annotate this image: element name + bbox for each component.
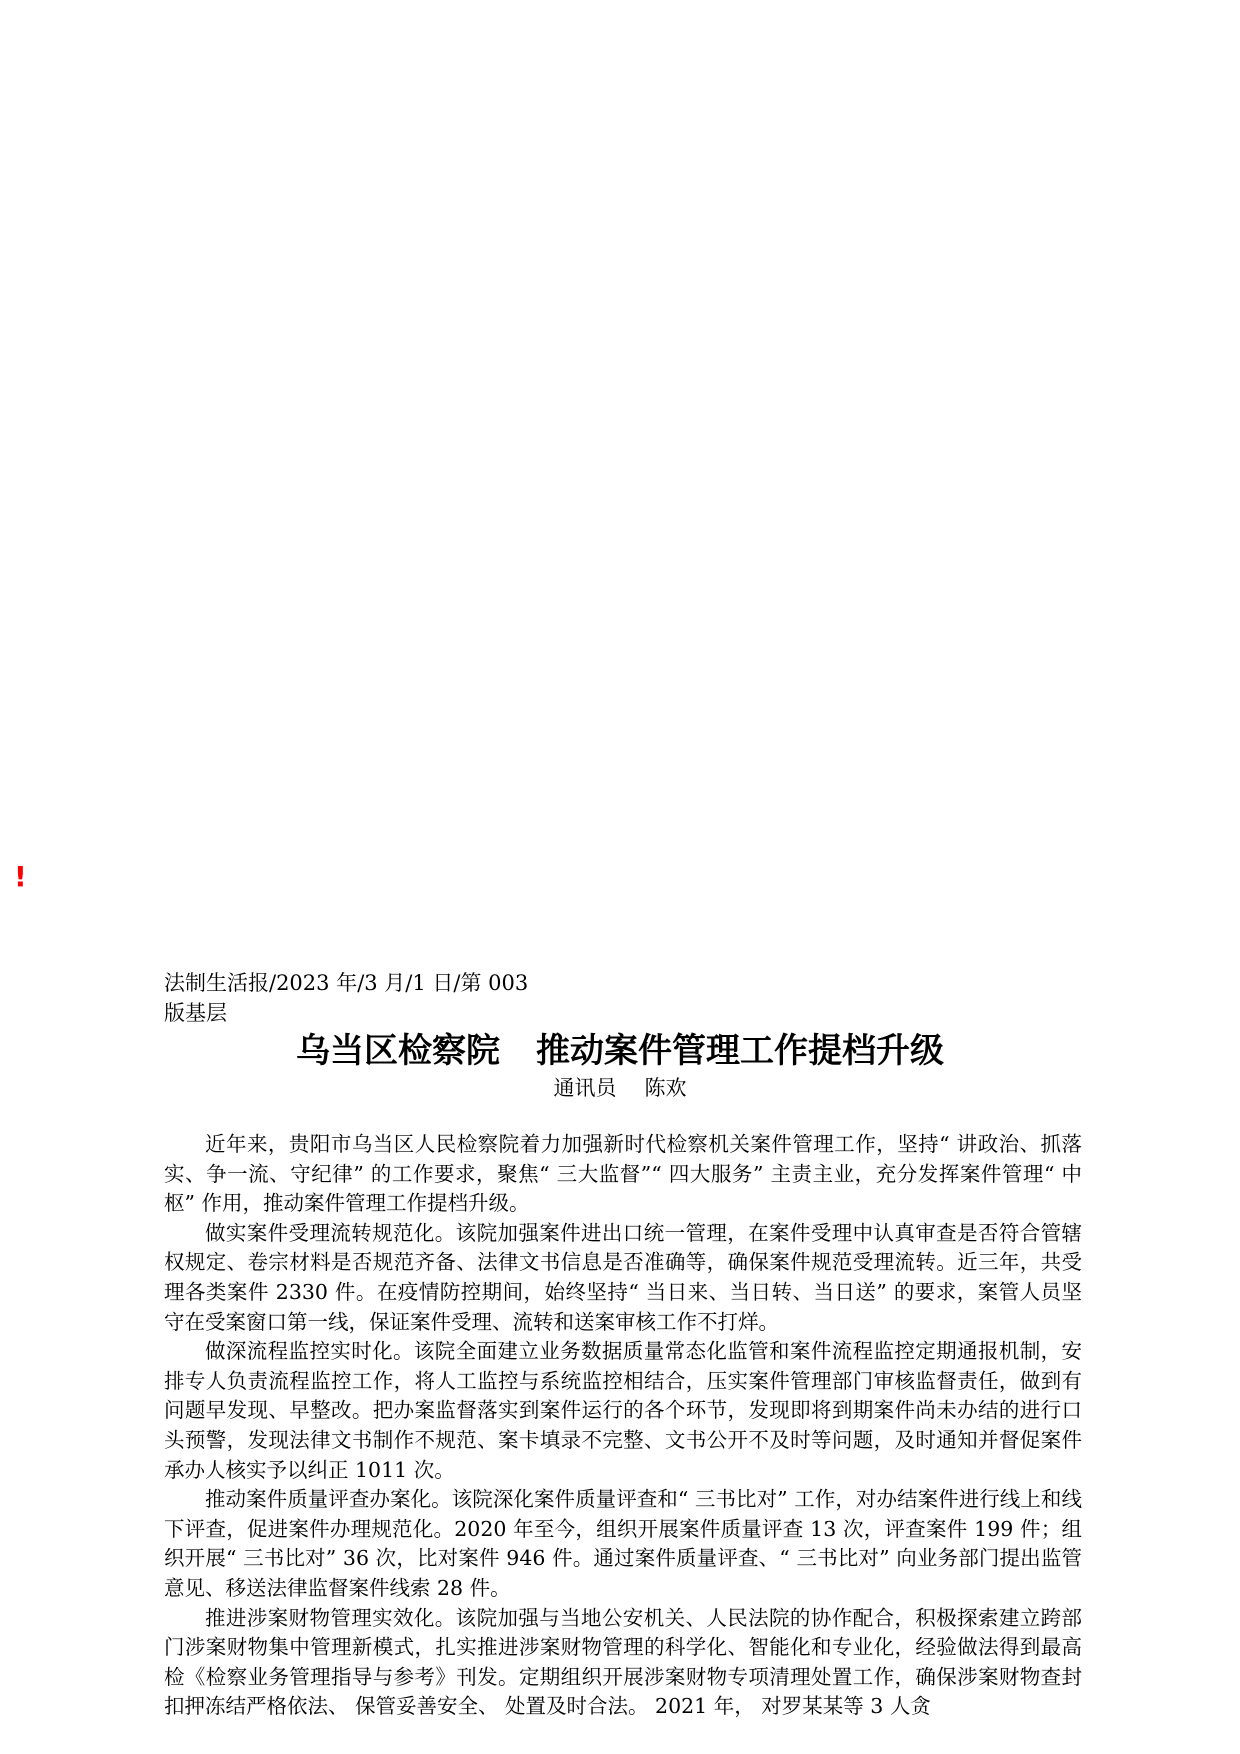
paragraph: 近年来，贵阳市乌当区人民检察院着力加强新时代检察机关案件管理工作，坚持“ 讲政治、抓落实、争一流、守纪律” 的工作要求，聚焦“ 三大监督”“ 四大服务” 主责主业，充分发挥案件管理“ 中枢” 作用，推动案件管理工作提档升级。 (164, 1132, 1082, 1216)
paragraph: 做实案件受理流转规范化。该院加强案件进出口统一管理，在案件受理中认真审查是否符合管辖权规定、卷宗材料是否规范齐备、法律文书信息是否准确等，确保案件规范受理流转。近三年，共受理各类案件 2330 件。在疫情防控期间，始终坚持“ 当日来、当日转、当日送” 的要求，案管人员坚守在受案窗口第一线，保证案件受理、流转和送案审核工作不打烊。 (164, 1220, 1082, 1334)
byline (0, 1073, 1240, 1103)
warning-mark: ! (14, 860, 27, 893)
article-title (0, 1027, 1240, 1075)
article-title-part1: 乌当区检察院 (296, 1031, 500, 1071)
byline-role: 通讯员 (553, 1076, 617, 1100)
byline-name: 陈欢 (644, 1076, 687, 1100)
paragraph: 推进涉案财物管理实效化。该院加强与当地公安机关、人民法院的协作配合，积极探索建立跨部门涉案财物集中管理新模式，扎实推进涉案财物管理的科学化、智能化和专业化，经验做法得到最高检《检察业务管理指导与参考》刊发。定期组织开展涉案财物专项清理处置工作，确保涉案财物查封扣押冻结严格依法、 保管妥善安全、 处置及时合法。 2021 年， 对罗某某等 3 人贪 (164, 1605, 1082, 1719)
paragraph: 推动案件质量评查办案化。该院深化案件质量评查和“ 三书比对” 工作，对办结案件进行线上和线下评查，促进案件办理规范化。2020 年至今，组织开展案件质量评查 13 次，评查案件 199 件；组织开展“ 三书比对” 36 次，比对案件 946 件。通过案件质量评查、“ 三书比对” 向业务部门提出监管意见、移送法律监督案件线索 28 件。 (164, 1487, 1082, 1600)
paragraph: 做深流程监控实时化。该院全面建立业务数据质量常态化监管和案件流程监控定期通报机制，安排专人负责流程监控工作，将人工监控与系统监控相结合，压实案件管理部门审核监督责任，做到有问题早发现、早整改。把办案监督落实到案件运行的各个环节，发现即将到期案件尚未办结的进行口头预警，发现法律文书制作不规范、案卡填录不完整、文书公开不及时等问题，及时通知并督促案件承办人核实予以纠正 1011 次。 (164, 1339, 1082, 1482)
source-line: 法制生活报/2023 年/3 月/1 日/第 003 (164, 971, 529, 995)
source-info (164, 968, 564, 1028)
article-title-part2: 推动案件管理工作提档升级 (536, 1031, 944, 1071)
article-body (164, 1130, 1082, 1722)
section-line: 版基层 (164, 1001, 227, 1025)
